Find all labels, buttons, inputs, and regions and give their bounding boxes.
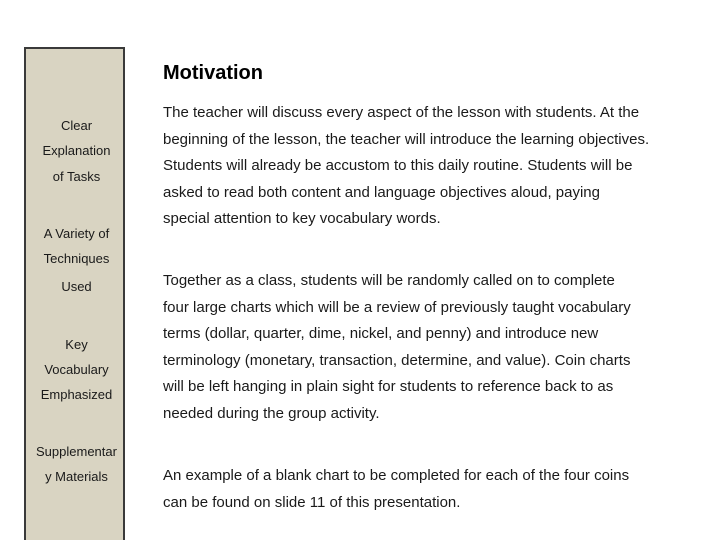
sidebar-label-emphasized: Emphasized bbox=[40, 387, 113, 402]
paragraph-2-line: will be left hanging in plain sight for students to reference back to as bbox=[163, 378, 614, 395]
sidebar-label-vocabulary: Vocabulary bbox=[44, 362, 109, 377]
paragraph-1-line: The teacher will discuss every aspect of the lesson with students. At the bbox=[163, 104, 640, 121]
sidebar-label-clear: Clear bbox=[60, 118, 93, 133]
paragraph-1 bbox=[163, 100, 703, 233]
sidebar-label-a-variety-of: A Variety of bbox=[43, 226, 110, 241]
sidebar-label-of-tasks: of Tasks bbox=[52, 169, 101, 184]
sidebar-label-supplementar: Supplementar bbox=[36, 444, 117, 459]
paragraph-1-line: Students will already be accustom to this daily routine. Students will be bbox=[163, 157, 633, 174]
paragraph-3-line: can be found on slide 11 of this presentation. bbox=[163, 493, 461, 511]
paragraph-2-line: terms (dollar, quarter, dime, nickel, and penny) and introduce new bbox=[163, 325, 599, 342]
sidebar-label-key: Key bbox=[65, 337, 88, 352]
paragraph-2-line: needed during the group activity. bbox=[163, 404, 380, 422]
slide-title: Motivation bbox=[163, 62, 263, 84]
paragraph-2-line: terminology (monetary, transaction, determine, and value). Coin charts bbox=[163, 351, 631, 369]
sidebar-label-y-materials: y Materials bbox=[45, 469, 108, 484]
paragraph-2 bbox=[163, 268, 703, 427]
sidebar-label-explanation: Explanation bbox=[42, 143, 111, 158]
paragraph-3 bbox=[163, 463, 703, 516]
sidebar-label-techniques: Techniques bbox=[43, 251, 110, 266]
paragraph-2-line: Together as a class, students will be randomly called on to complete bbox=[163, 272, 615, 289]
paragraph-2-line: four large charts which will be a review of previously taught vocabulary bbox=[163, 298, 631, 316]
sidebar-panel bbox=[24, 47, 125, 540]
sidebar-label-used: Used bbox=[61, 279, 92, 294]
paragraph-1-line: special attention to key vocabulary words. bbox=[163, 210, 441, 227]
paragraph-1-line: beginning of the lesson, the teacher will introduce the learning objectives. bbox=[163, 130, 650, 148]
paragraph-1-line: asked to read both content and language objectives aloud, paying bbox=[163, 183, 600, 201]
paragraph-3-line: An example of a blank chart to be completed for each of the four coins bbox=[163, 467, 630, 484]
